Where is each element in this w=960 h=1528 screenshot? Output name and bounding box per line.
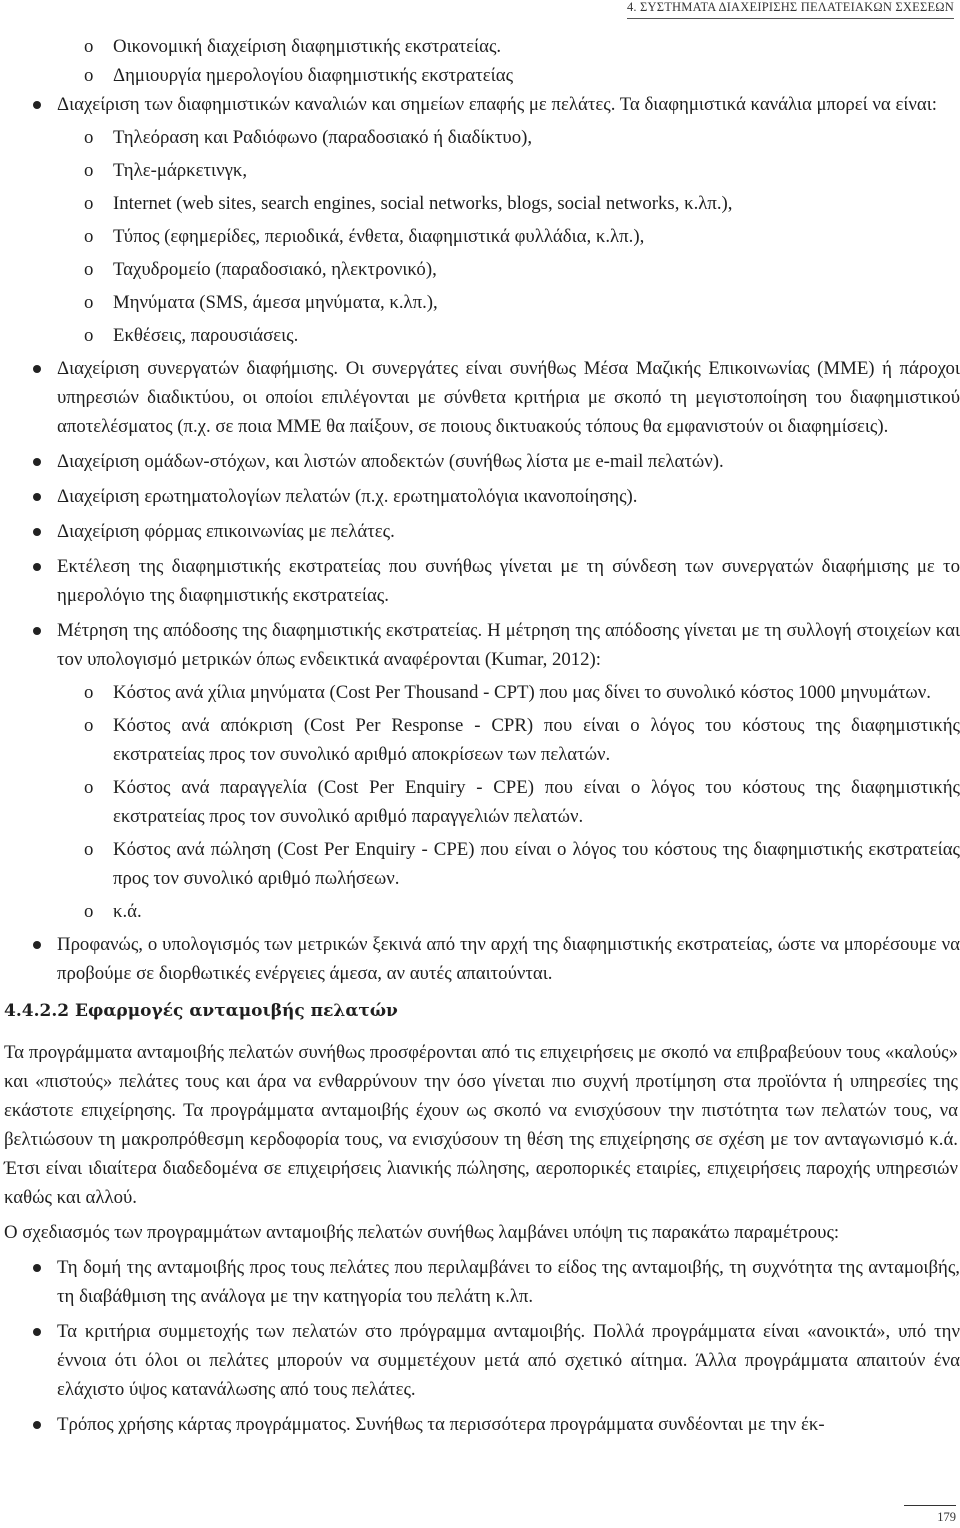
sub-bullet-marker: o bbox=[84, 65, 94, 86]
bullet-dot-icon bbox=[33, 563, 41, 571]
sub-bullet-marker: o bbox=[84, 226, 94, 247]
sub-bullet-marker: o bbox=[84, 777, 94, 798]
paragraph: Ο σχεδιασμός των προγραμμάτων ανταμοιβής πελατών συνήθως λαμβάνει υπόψη τις παρακάτω παραμέτρους: bbox=[4, 1222, 840, 1243]
list-item bbox=[0, 189, 960, 218]
bullet-dot-icon bbox=[33, 627, 41, 635]
list-item bbox=[0, 517, 960, 546]
list-item bbox=[0, 482, 960, 511]
sub-bullet-marker: o bbox=[84, 259, 94, 280]
bullet-dot-icon bbox=[33, 493, 41, 501]
list-item-text: Τρόπος χρήσης κάρτας προγράμματος. Συνήθως τα περισσότερα προγράμματα συνδέονται με την έκ- bbox=[57, 1414, 825, 1435]
bullet-dot-icon bbox=[33, 365, 41, 373]
list-item bbox=[0, 616, 960, 674]
bullet-dot-icon bbox=[33, 458, 41, 466]
list-item-text: Κόστος ανά παραγγελία (Cost Per Enquiry - CPE) που είναι ο λόγος του κόστους της διαφημιστικής εκστρατείας προς τον συνολικό αριθμό παραγγελιών πελατών. bbox=[113, 777, 960, 827]
sub-bullet-marker: o bbox=[84, 127, 94, 148]
sub-bullet-marker: o bbox=[84, 292, 94, 313]
page-number: 179 bbox=[937, 1510, 956, 1524]
list-item-text: Κόστος ανά χίλια μηνύματα (Cost Per Thousand - CPT) που μας δίνει το συνολικό κόστος 1000 μηνυμάτων. bbox=[113, 682, 931, 703]
list-item bbox=[0, 1410, 960, 1439]
list-item-text: Τηλεόραση και Ραδιόφωνο (παραδοσιακό ή διαδίκτυο), bbox=[113, 127, 533, 148]
list-item-text: Διαχείριση ερωτηματολογίων πελατών (π.χ. ερωτηματολόγια ικανοποίησης). bbox=[57, 486, 638, 507]
list-item-text: Κόστος ανά πώληση (Cost Per Enquiry - CPE) που είναι ο λόγος του κόστους της διαφημιστικής εκστρατείας προς τον συνολικό αριθμό πωλήσεων. bbox=[113, 839, 960, 889]
list-item bbox=[0, 552, 960, 610]
bullet-dot-icon bbox=[33, 1421, 41, 1429]
list-item bbox=[0, 61, 960, 90]
list-item-text: Internet (web sites, search engines, social networks, blogs, social networks, κ.λπ.), bbox=[113, 193, 733, 214]
sub-bullet-marker: o bbox=[84, 193, 94, 214]
sub-bullet-marker: o bbox=[84, 682, 94, 703]
list-item bbox=[0, 321, 960, 350]
sub-bullet-marker: o bbox=[84, 325, 94, 346]
section-heading: 4.4.2.2 Εφαρμογές ανταμοιβής πελατών bbox=[4, 1001, 398, 1021]
list-item-text: Τη δομή της ανταμοιβής προς τους πελάτες που περιλαμβάνει το είδος της ανταμοιβής, τη συχνότητα της ανταμοιβής, τη διαβάθμιση της ανάλογα με την κατηγορία του πελάτη κ.λπ. bbox=[57, 1257, 960, 1307]
bullet-dot-icon bbox=[33, 101, 41, 109]
list-item bbox=[0, 288, 960, 317]
list-item-text: κ.ά. bbox=[113, 901, 142, 922]
list-item-text: Τα κριτήρια συμμετοχής των πελατών στο πρόγραμμα ανταμοιβής. Πολλά προγράμματα είναι «ανοικτά», υπό την έννοια ότι όλοι οι πελάτες μπορούν να συμμετέχουν μετά από σχετικό αίτημα. Άλλα προγράμματα απαιτούν ένα ελάχιστο ύψος κατανάλωσης από τους πελάτες. bbox=[57, 1321, 960, 1400]
list-item bbox=[0, 255, 960, 284]
list-item bbox=[0, 773, 960, 831]
running-header: 4. ΣΥΣΤΗΜΑΤΑ ΔΙΑΧΕΙΡΙΣΗΣ ΠΕΛΑΤΕΙΑΚΩΝ ΣΧΕΣΕΩΝ bbox=[627, 0, 954, 19]
sub-bullet-marker: o bbox=[84, 901, 94, 922]
list-item bbox=[0, 930, 960, 988]
paragraph: Τα προγράμματα ανταμοιβής πελατών συνήθως προσφέρονται από τις επιχειρήσεις με σκοπό να επιβραβεύουν τους «καλούς» και «πιστούς» πελάτες τους και άρα να ενθαρρύνουν την όσο γίνεται πιο συχνή προτίμηση στα προϊόντα ή υπηρεσίες της εκάστοτε επιχείρησης. Τα προγράμματα ανταμοιβής έχουν ως σκοπό να ενισχύσουν την πιστότητα των πελατών τους, να βελτιώσουν τη μακροπρόθεσμη κερδοφορία τους, να ενισχύσουν τη θέση της επιχείρησης σε σχέση με τον ανταγωνισμό κ.ά. Έτσι είναι ιδιαίτερα διαδεδομένα σε επιχειρήσεις λιανικής πώλησης, αεροπορικές εταιρίες, επιχειρήσεις παροχής υπηρεσιών καθώς και αλλού. bbox=[4, 1042, 958, 1208]
sub-bullet-marker: o bbox=[84, 839, 94, 860]
list-item-text: Ταχυδρομείο (παραδοσιακό, ηλεκτρονικό), bbox=[113, 259, 437, 280]
list-item bbox=[0, 123, 960, 152]
list-item-text: Μέτρηση της απόδοσης της διαφημιστικής εκστρατείας. Η μέτρηση της απόδοσης γίνεται με τη συλλογή στοιχείων και τον υπολογισμό μετρικών όπως ενδεικτικά αναφέρονται (Kumar, 2012): bbox=[57, 620, 960, 670]
bullet-dot-icon bbox=[33, 941, 41, 949]
list-item-text: Τηλε-μάρκετινγκ, bbox=[113, 160, 248, 181]
list-item bbox=[0, 447, 960, 476]
footer-rule bbox=[904, 1505, 956, 1506]
list-item bbox=[0, 897, 960, 926]
list-item bbox=[0, 32, 960, 61]
list-item-text: Κόστος ανά απόκριση (Cost Per Response - CPR) που είναι ο λόγος του κόστους της διαφημιστικής εκστρατείας προς τον συνολικό αριθμό αποκρίσεων των πελατών. bbox=[113, 715, 960, 765]
list-item-text: Δημιουργία ημερολογίου διαφημιστικής εκστρατείας bbox=[113, 65, 514, 86]
list-item bbox=[0, 90, 960, 119]
sub-bullet-marker: o bbox=[84, 715, 94, 736]
list-item-text: Διαχείριση των διαφημιστικών καναλιών και σημείων επαφής με πελάτες. Τα διαφημιστικά κανάλια μπορεί να είναι: bbox=[57, 94, 937, 115]
bullet-dot-icon bbox=[33, 528, 41, 536]
list-item bbox=[0, 222, 960, 251]
list-item bbox=[0, 711, 960, 769]
list-item bbox=[0, 678, 960, 707]
list-item bbox=[0, 156, 960, 185]
list-item-text: Οικονομική διαχείριση διαφημιστικής εκστρατείας. bbox=[113, 36, 502, 57]
list-item-text: Εκθέσεις, παρουσιάσεις. bbox=[113, 325, 299, 346]
bullet-dot-icon bbox=[33, 1264, 41, 1272]
list-item-text: Διαχείριση ομάδων-στόχων, και λιστών αποδεκτών (συνήθως λίστα με e-mail πελατών). bbox=[57, 451, 724, 472]
list-item-text: Διαχείριση συνεργατών διαφήμισης. Οι συνεργάτες είναι συνήθως Μέσα Μαζικής Επικοινωνίας (ΜΜΕ) ή πάροχοι υπηρεσιών διαδικτύου, οι οποίοι επιλέγονται με σύνθετα κριτήρια με σκοπό τη μεγιστοποίηση του διαφημιστικού αποτελέσματος (π.χ. σε ποια ΜΜΕ θα παίξουν, σε ποιους δικτυακούς τόπους θα εμφανιστούν οι διαφημίσεις). bbox=[57, 358, 960, 437]
list-item bbox=[0, 1253, 960, 1311]
list-item-text: Διαχείριση φόρμας επικοινωνίας με πελάτες. bbox=[57, 521, 395, 542]
list-item bbox=[0, 835, 960, 893]
sub-bullet-marker: o bbox=[84, 160, 94, 181]
bullet-dot-icon bbox=[33, 1328, 41, 1336]
list-item-text: Εκτέλεση της διαφημιστικής εκστρατείας που συνήθως γίνεται με τη σύνδεση των συνεργατών διαφήμισης με το ημερολόγιο της διαφημιστικής εκστρατείας. bbox=[57, 556, 960, 606]
list-item-text: Τύπος (εφημερίδες, περιοδικά, ένθετα, διαφημιστικά φυλλάδια, κ.λπ.), bbox=[113, 226, 645, 247]
list-item-text: Μηνύματα (SMS, άμεσα μηνύματα, κ.λπ.), bbox=[113, 292, 438, 313]
page-body bbox=[0, 32, 960, 1439]
sub-bullet-marker: o bbox=[84, 36, 94, 57]
list-item bbox=[0, 1317, 960, 1404]
list-item-text: Προφανώς, ο υπολογισμός των μετρικών ξεκινά από την αρχή της διαφημιστικής εκστρατείας, ώστε να μπορέσουμε να προβούμε σε διορθωτικές ενέργειες άμεσα, αν αυτές απαιτούνται. bbox=[57, 934, 960, 984]
list-item bbox=[0, 354, 960, 441]
